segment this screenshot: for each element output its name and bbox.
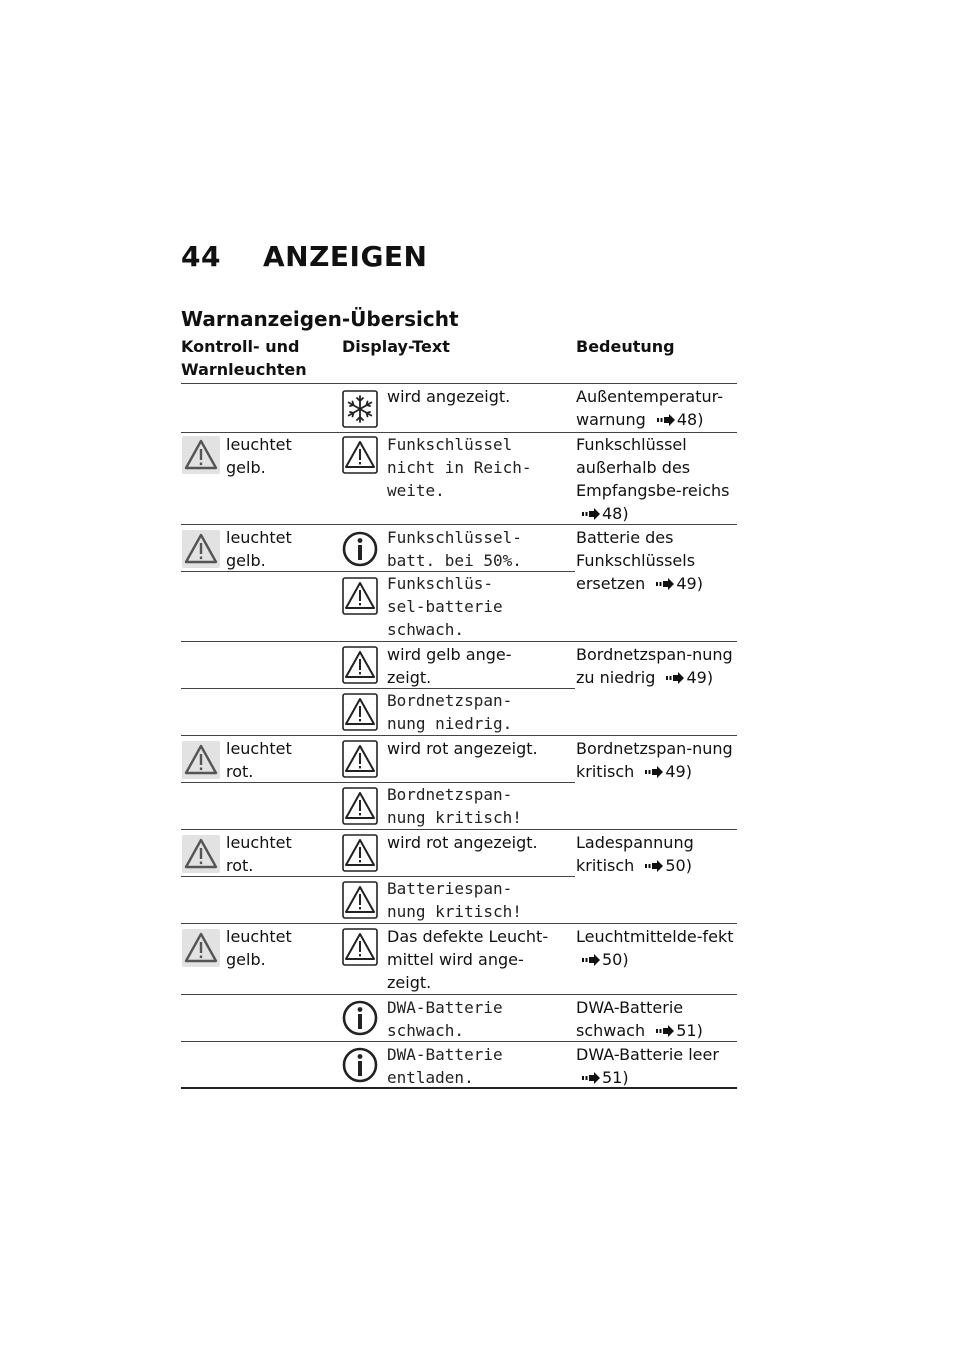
page-reference: 51) (602, 1068, 629, 1087)
table-rule (181, 829, 737, 830)
page-reference: 49) (686, 668, 714, 687)
meaning-text: Außentemperatur-warnung (576, 387, 723, 429)
display-text: DWA-Batterie entladen. (387, 1045, 503, 1087)
page-reference-arrow-icon (645, 766, 663, 778)
page-reference: 51) (676, 1021, 703, 1040)
warning-triangle-icon (342, 646, 378, 684)
warning-triangle-lamp-icon (182, 530, 220, 568)
page-reference-arrow-icon (657, 414, 675, 426)
lamp-status: leuchtet rot. (226, 833, 292, 875)
meaning-text: DWA-Batterie schwach (576, 998, 684, 1040)
page-reference-arrow-icon (582, 1072, 600, 1084)
meaning-cell (576, 643, 736, 689)
warning-triangle-icon (342, 787, 378, 825)
page-reference-arrow-icon (645, 860, 663, 872)
display-text: Batteriespan- nung kritisch! (387, 879, 522, 921)
info-icon (342, 999, 378, 1037)
display-text: Funkschlüssel- batt. bei 50%. (387, 528, 522, 570)
page-number: 44 (181, 240, 221, 273)
meaning-text: Ladespannung kritisch (576, 833, 694, 875)
meaning-cell (576, 831, 736, 877)
warning-triangle-icon (342, 577, 378, 615)
meaning-text: Bordnetzspan-nung zu niedrig (576, 645, 733, 687)
display-text: Bordnetzspan- nung niedrig. (387, 691, 513, 733)
page-reference: 48) (602, 504, 629, 523)
warning-triangle-icon (342, 928, 378, 966)
column-header-lamps: Kontroll- und Warnleuchten (181, 337, 307, 379)
table-rule (181, 383, 737, 384)
warning-triangle-lamp-icon (182, 835, 220, 873)
warning-triangle-icon (342, 834, 378, 872)
section-title: Warnanzeigen-Übersicht (181, 307, 459, 331)
meaning-cell (576, 737, 736, 783)
column-header-display-text: Display-Text (342, 337, 450, 356)
warning-triangle-icon (342, 693, 378, 731)
lamp-status: leuchtet gelb. (226, 927, 292, 969)
display-text: Funkschlüs- sel-batterie schwach. (387, 574, 503, 639)
warning-triangle-icon (342, 881, 378, 919)
meaning-cell (576, 526, 736, 595)
page-header (181, 240, 428, 273)
chapter-title: ANZEIGEN (263, 240, 428, 273)
meaning-cell (576, 996, 736, 1042)
meaning-cell (576, 925, 736, 971)
display-text: DWA-Batterie schwach. (387, 998, 503, 1040)
meaning-text: DWA-Batterie leer (576, 1045, 719, 1064)
warning-triangle-icon (342, 436, 378, 474)
warning-triangle-lamp-icon (182, 436, 220, 474)
meaning-text: Batterie des Funkschlüssels ersetzen (576, 528, 696, 593)
meaning-cell (576, 433, 736, 525)
info-icon (342, 530, 378, 568)
display-text: wird angezeigt. (387, 387, 511, 406)
meaning-text: Leuchtmittelde-fekt (576, 927, 734, 946)
lamp-status: leuchtet gelb. (226, 435, 292, 477)
table-rule (181, 735, 737, 736)
page-reference: 49) (665, 762, 692, 781)
page-reference: 50) (602, 950, 629, 969)
table-rule (181, 923, 737, 924)
warning-triangle-lamp-icon (182, 741, 220, 779)
warning-triangle-lamp-icon (182, 929, 220, 967)
display-text: wird gelb ange-zeigt. (387, 645, 512, 687)
lamp-status: leuchtet gelb. (226, 528, 292, 570)
page-reference: 50) (665, 856, 692, 875)
meaning-text: Funkschlüssel außerhalb des Empfangsbe-reichs (576, 435, 730, 500)
meaning-text: Bordnetzspan-nung kritisch (576, 739, 733, 781)
info-icon (342, 1046, 378, 1084)
page-reference-arrow-icon (582, 508, 600, 520)
page-reference: 48) (676, 410, 704, 429)
column-header-meaning: Bedeutung (576, 337, 675, 356)
page-reference-arrow-icon (656, 1025, 674, 1037)
page-reference-arrow-icon (666, 672, 684, 684)
display-text: wird rot angezeigt. (387, 833, 538, 852)
table-rule (181, 641, 737, 642)
page-reference-arrow-icon (656, 578, 674, 590)
display-text: Das defekte Leucht-mittel wird ange-zeigt. (387, 927, 549, 992)
snowflake-icon (342, 390, 378, 428)
display-text: Bordnetzspan- nung kritisch! (387, 785, 522, 827)
page-reference-arrow-icon (582, 954, 600, 966)
table-rule (181, 994, 737, 995)
display-text: wird rot angezeigt. (387, 739, 538, 758)
warning-triangle-icon (342, 740, 378, 778)
meaning-cell (576, 385, 736, 431)
display-text: Funkschlüssel nicht in Reich- weite. (387, 435, 532, 500)
lamp-status: leuchtet rot. (226, 739, 292, 781)
meaning-cell (576, 1043, 736, 1089)
page-reference: 49) (676, 574, 703, 593)
